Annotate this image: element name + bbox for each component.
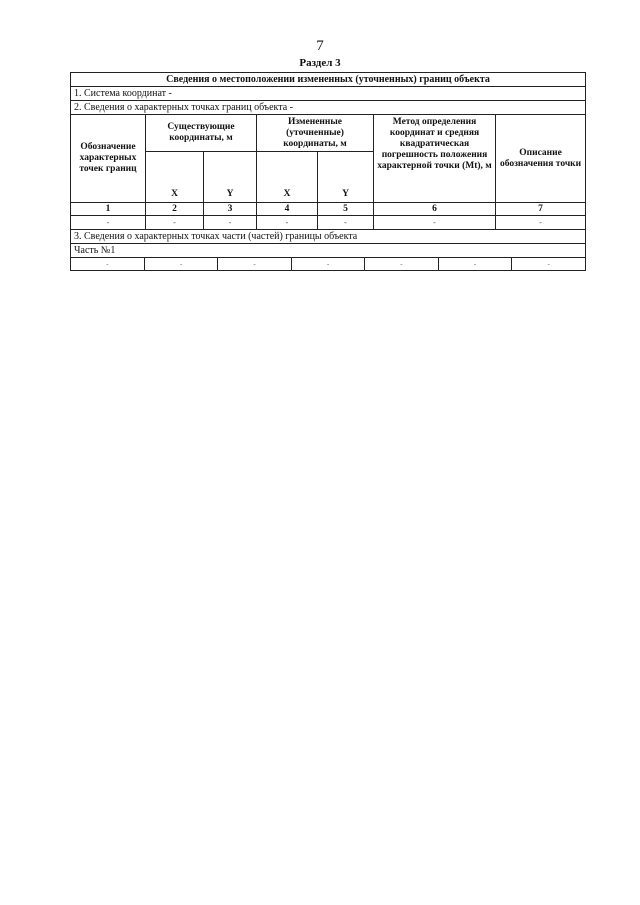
table-cell: -: [146, 216, 204, 230]
table-cell: -: [496, 216, 586, 230]
coordinate-system-row: 1. Система координат -: [71, 87, 586, 101]
table-cell: -: [374, 216, 496, 230]
section-title: Раздел 3: [299, 57, 341, 69]
points-heading-row: 2. Сведения о характерных точках границ объекта -: [71, 101, 586, 115]
table-cell: -: [365, 258, 438, 270]
column-number: 3: [204, 203, 257, 216]
page-number: 7: [316, 38, 324, 54]
table-cell: -: [318, 216, 374, 230]
table-cell: -: [257, 216, 318, 230]
table-cell: -: [71, 258, 144, 270]
table-cell: -: [218, 258, 291, 270]
column-number: 2: [146, 203, 204, 216]
table-caption: Сведения о местоположении измененных (уточненных) границ объекта: [71, 73, 586, 87]
header-method: Метод определения координат и средняя квадратическая погрешность положения характерной точки (Mt), м: [374, 115, 496, 203]
column-number: 5: [318, 203, 374, 216]
column-number: 4: [257, 203, 318, 216]
header-existing-coordinates: Существующие координаты, м: [146, 115, 257, 152]
column-number: 6: [374, 203, 496, 216]
header-existing-x: X: [146, 152, 204, 203]
header-changed-x: X: [257, 152, 318, 203]
column-number: 7: [496, 203, 586, 216]
column-number: 1: [71, 203, 146, 216]
table-cell: -: [71, 216, 146, 230]
part-points-heading-row: 3. Сведения о характерных точках части (частей) границы объекта: [71, 230, 586, 244]
header-description: Описание обозначения точки: [496, 115, 586, 203]
part-row-table: [71, 258, 585, 270]
table-cell: -: [204, 216, 257, 230]
header-changed-y: Y: [318, 152, 374, 203]
table-cell: -: [547, 259, 550, 268]
header-designation: Обозначение характерных точек границ: [71, 115, 146, 203]
boundary-points-table: [70, 72, 586, 271]
table-cell: -: [438, 258, 511, 270]
part-label-row: Часть №1: [71, 244, 586, 258]
header-changed-coordinates: Измененные (уточненные) координаты, м: [257, 115, 374, 152]
header-existing-y: Y: [204, 152, 257, 203]
table-cell: -: [291, 258, 364, 270]
table-cell: -: [144, 258, 217, 270]
